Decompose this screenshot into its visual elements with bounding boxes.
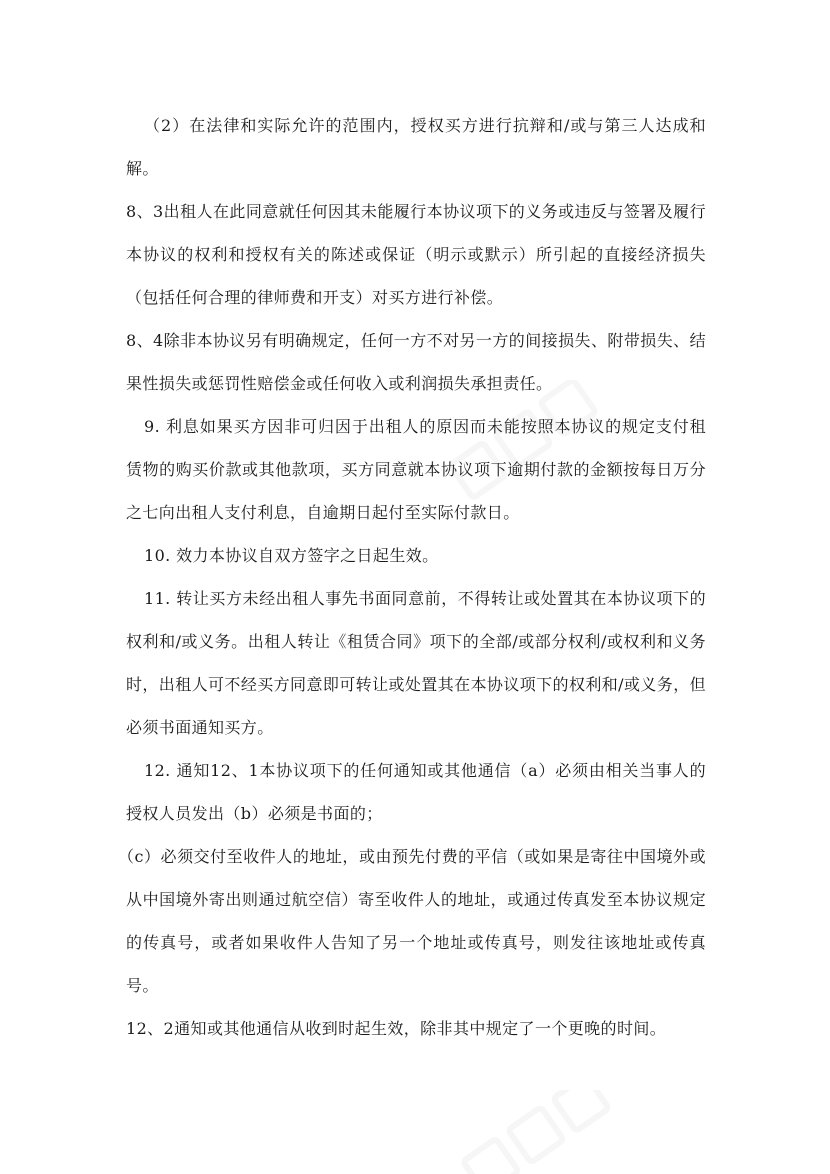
paragraph-12-notice: 12. 通知12、1本协议项下的任何通知或其他通信（a）必须由相关当事人的授权人员发出（b）必须是书面的； bbox=[126, 761, 706, 823]
paragraph-10-effect: 10. 效力本协议自双方签字之日起生效。 bbox=[144, 546, 439, 565]
paragraph-8-3: 8、3出租人在此同意就任何因其未能履行本协议项下的义务或违反与签署及履行本协议的权利和授权有关的陈述或保证（明示或默示）所引起的直接经济损失（包括任何合理的律师费和开支）对买方进行补偿。 bbox=[126, 202, 706, 307]
watermark-logo-bottom bbox=[440, 1090, 640, 1174]
paragraph-12-2: 12、2通知或其他通信从收到时起生效，除非其中规定了一个更晚的时间。 bbox=[126, 1019, 667, 1038]
paragraph-8-4: 8、4除非本协议另有明确规定，任何一方不对另一方的间接损失、附带损失、结果性损失或惩罚性赔偿金或任何收入或利润损失承担责任。 bbox=[126, 331, 706, 393]
paragraph-11-transfer: 11. 转让买方未经出租人事先书面同意前，不得转让或处置其在本协议项下的权利和/或义务。出租人转让《租赁合同》项下的全部/或部分权利/或权利和义务时，出租人可不经买方同意即可转让或处置其在本协议项下的权利和/或义务，但必须书面通知买方。 bbox=[126, 589, 706, 737]
paragraph-9-interest: 9. 利息如果买方因非可归因于出租人的原因而未能按照本协议的规定支付租赁物的购买价款或其他款项，买方同意就本协议项下逾期付款的金额按每日万分之七向出租人支付利息，自逾期日起付至实际付款日。 bbox=[126, 417, 706, 522]
document-body bbox=[118, 104, 706, 1050]
paragraph-12-1-c: （c）必须交付至收件人的地址，或由预先付费的平信（或如果是寄往中国境外或从中国境外寄出则通过航空信）寄至收件人的地址，或通过传真发至本协议规定的传真号，或者如果收件人告知了另一个地址或传真号，则发往该地址或传真号。 bbox=[118, 847, 706, 995]
paragraph-8-2-2: （2）在法律和实际允许的范围内，授权买方进行抗辩和/或与第三人达成和解。 bbox=[126, 116, 706, 178]
